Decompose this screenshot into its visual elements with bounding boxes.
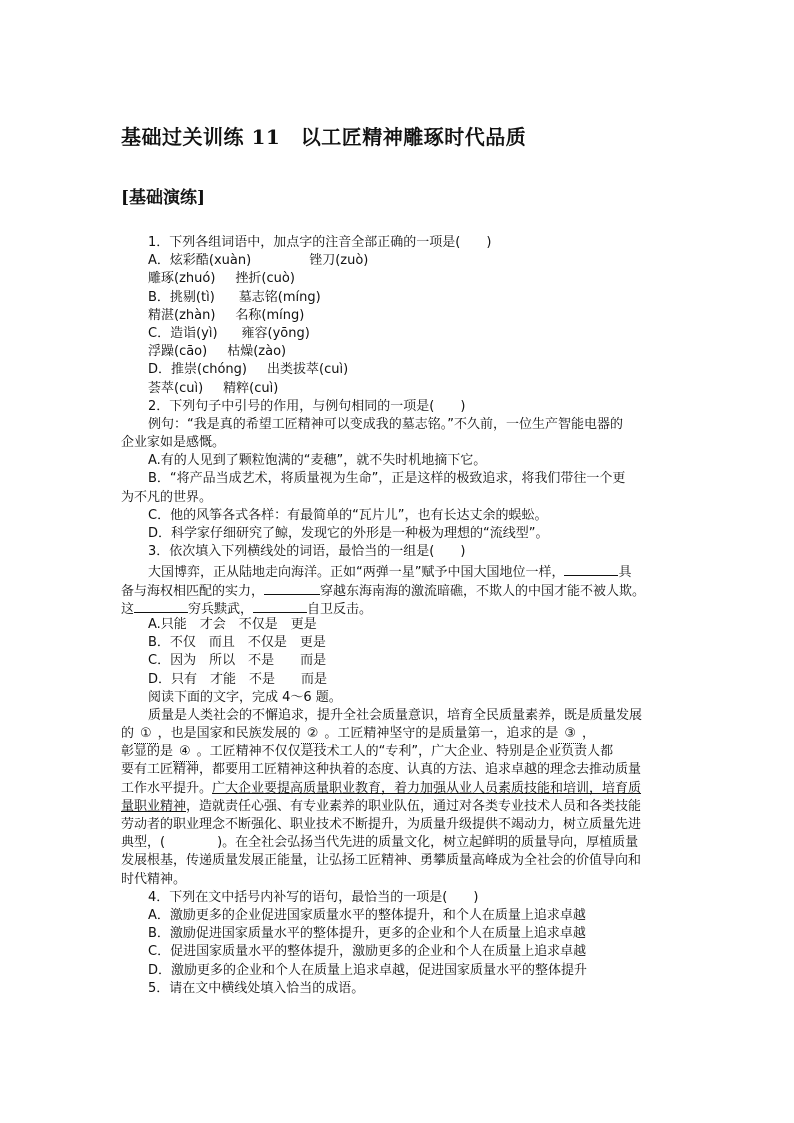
q2-option-a: A.有的人见到了颗粒饱满的“麦穗”，就不失时机地摘下它。 xyxy=(148,453,487,469)
passage-l6b: ，造就责任心强、有专业素养的职业队伍，通过对各类专业技术人员和各类技能 xyxy=(186,798,642,814)
passage-line7: 劳动者的职业理念不断强化、职业技术不断提升，为质量升级提供不竭动力，树立质量先进 xyxy=(121,817,642,832)
q3-p2a: 备与海权相匹配的实力， xyxy=(121,583,265,599)
passage-l2b: ，也是国家和民族发展的 xyxy=(157,726,301,742)
q3-p3a: 这 xyxy=(121,601,135,617)
q3-p1a: 大国博弈，正从陆地走向海洋。正如“两弹一星”赋予中国大国地位一样， xyxy=(148,565,565,581)
q1-a-item3: 雕琢(zhuó) xyxy=(148,271,216,287)
passage-line8: 典型，( )。在全社会弘扬当代先进的质量文化，树立起鲜明的质量导向，厚植质量 xyxy=(121,835,639,851)
page-title: 基础过关训练 11 以工匠精神雕琢时代品质 xyxy=(121,125,527,149)
passage-l5a: 工作水平提升。 xyxy=(121,780,213,796)
passage-l2c: 。工匠精神坚守的是质量第一，追求的是 xyxy=(324,726,559,742)
q3-option-d: D．只有 才能 不是 而是 xyxy=(148,671,328,687)
q1-option-c-line1 xyxy=(148,325,678,343)
underlined-sentence-part1: 广大企业要提高质量职业教育，着力加强从业人员素质技能和培训，培育质 xyxy=(212,780,642,796)
q1-option-b-line1 xyxy=(148,289,678,307)
q1-d-item4: 精粹(cuì) xyxy=(223,380,279,396)
q1-option-d-line1 xyxy=(148,361,678,379)
q1-c-item2: 雍容(yōng) xyxy=(241,325,310,341)
q1-d-item2: 出类拔萃(cuì) xyxy=(267,362,349,378)
passage-blank-4: ④ xyxy=(173,743,197,762)
passage-line2 xyxy=(121,725,678,743)
q3-p3b: 穷兵黩武， xyxy=(188,601,254,617)
q3-passage-line3 xyxy=(121,598,678,616)
q1-b-item1: B．挑剔(tì) xyxy=(148,289,215,305)
q5-stem: 5．请在文中横线处填入恰当的成语。 xyxy=(148,980,365,996)
q2-option-b-line2: 为不凡的世界。 xyxy=(121,489,213,505)
q4-option-c: C．促进国家质量水平的整体提升，激励更多的企业和个人在质量上追求卓越 xyxy=(148,944,587,960)
q3-passage-line2 xyxy=(121,580,678,598)
section-heading: [基础演练] xyxy=(121,188,206,208)
q4-stem: 4．下列在文中括号内补写的语句，最恰当的一项是( ) xyxy=(148,889,479,905)
q3-blank-4 xyxy=(253,598,307,613)
q2-option-b-line1: B．“将产品当成艺术，将质量视为生命”，正是这样的极致追求，将我们带往一个更 xyxy=(148,471,626,487)
passage-line9: 发展根基，传递质量发展正能量，让弘扬工匠精神、勇攀质量高峰成为全社会的价值导向和 xyxy=(121,853,642,869)
passage-line1: 质量是人类社会的不懈追求，提升全社会质量意识，培育全民质量素养，既是质量发展 xyxy=(148,707,643,723)
q1-option-a-line2 xyxy=(148,270,678,288)
q1-option-a-line1 xyxy=(148,252,678,270)
q3-blank-3 xyxy=(134,598,188,613)
q3-stem: 3．依次填入下列横线处的词语，最恰当的一组是( ) xyxy=(148,544,466,560)
q2-example-line1: 例句：“我是真的希望工匠精神可以变成我的墓志铭。”不久前，一位生产智能电器的 xyxy=(148,416,623,432)
q2-stem: 2．下列句子中引号的作用，与例句相同的一项是( ) xyxy=(148,398,466,414)
q2-option-c: C．他的风筝各式各样：有最简单的“瓦片儿”，也有长达丈余的蜈蚣。 xyxy=(148,507,548,523)
q1-stem: 1．下列各组词语中，加点字的注音全部正确的一项是( ) xyxy=(148,235,492,250)
document-body xyxy=(121,234,678,998)
q3-p2b: 穿越东海南海的激流暗礁，不欺人的中国才能不被人欺。 xyxy=(320,583,646,599)
q1-d-item3: 荟萃(cuì) xyxy=(148,380,204,396)
q3-p3c: 自卫反击。 xyxy=(307,601,373,617)
passage-blank-2: ② xyxy=(301,725,325,744)
q4-option-a: A．激励更多的企业促进国家质量水平的整体提升，和个人在质量上追求卓越 xyxy=(148,907,586,923)
q3-p1b: 具 xyxy=(618,565,632,581)
passage-l3b: 。工匠精神不仅仅是技术工人的“专利”，广大企业、特别是企业负责人都 xyxy=(196,744,614,760)
passage-l2d: ， xyxy=(582,726,596,742)
q3-passage-line1 xyxy=(148,561,678,579)
q1-b-item2: 墓志铭(míng) xyxy=(238,289,321,305)
q3-option-b: B．不仅 而且 不仅是 更是 xyxy=(148,635,326,651)
passage-line5 xyxy=(121,780,678,798)
underlined-sentence-part2: 量职业精神 xyxy=(121,798,187,814)
passage-intro: 阅读下面的文字，完成 4～6 题。 xyxy=(148,689,342,705)
q1-option-b-line2 xyxy=(148,307,678,325)
q1-a-item4: 挫折(cuò) xyxy=(235,271,295,287)
passage-blank-3: ③ xyxy=(558,725,582,744)
q1-a-item1: A．炫彩酷(xuàn) xyxy=(148,253,252,269)
q1-option-d-line2 xyxy=(148,380,678,398)
q1-b-item4: 名称(míng) xyxy=(235,307,305,323)
passage-l2a: 的 xyxy=(121,726,135,742)
q3-option-c: C．因为 所以 不是 而是 xyxy=(148,653,327,669)
q2-example-line2: 企业家如是感慨。 xyxy=(121,435,226,451)
q1-option-c-line2 xyxy=(148,343,678,361)
passage-l3a: 彰显的是 xyxy=(121,744,174,760)
q4-option-b: B．激励促进国家质量水平的整体提升，更多的企业和个人在质量上追求卓越 xyxy=(148,926,586,942)
q4-option-d: D．激励更多的企业和个人在质量上追求卓越，促进国家质量水平的整体提升 xyxy=(148,962,588,978)
passage-line3 xyxy=(121,743,678,761)
q1-c-item4: 枯燥(zào) xyxy=(227,344,287,360)
q1-a-item2: 锉刀(zuò) xyxy=(309,253,369,269)
passage-line10: 时代精神。 xyxy=(121,871,187,887)
passage-line4: 要有工匠精神，都要用工匠精神这种执着的态度、认真的方法、追求卓越的理念去推动质量 xyxy=(121,762,642,778)
q1-c-item1: C．造诣(yì) xyxy=(148,325,218,341)
q3-blank-1 xyxy=(564,561,618,576)
q2-option-d: D．科学家仔细研究了鲸，发现它的外形是一种极为理想的“流线型”。 xyxy=(148,526,549,541)
q1-d-item1: D．推崇(chóng) xyxy=(148,362,247,378)
passage-line6 xyxy=(121,798,678,816)
passage-blank-1: ① xyxy=(134,725,158,744)
q3-option-a: A.只能 才会 不仅是 更是 xyxy=(148,616,317,632)
q1-b-item3: 精湛(zhàn) xyxy=(148,307,216,323)
q3-blank-2 xyxy=(264,580,320,595)
q1-c-item3: 浮躁(cāo) xyxy=(148,344,208,360)
